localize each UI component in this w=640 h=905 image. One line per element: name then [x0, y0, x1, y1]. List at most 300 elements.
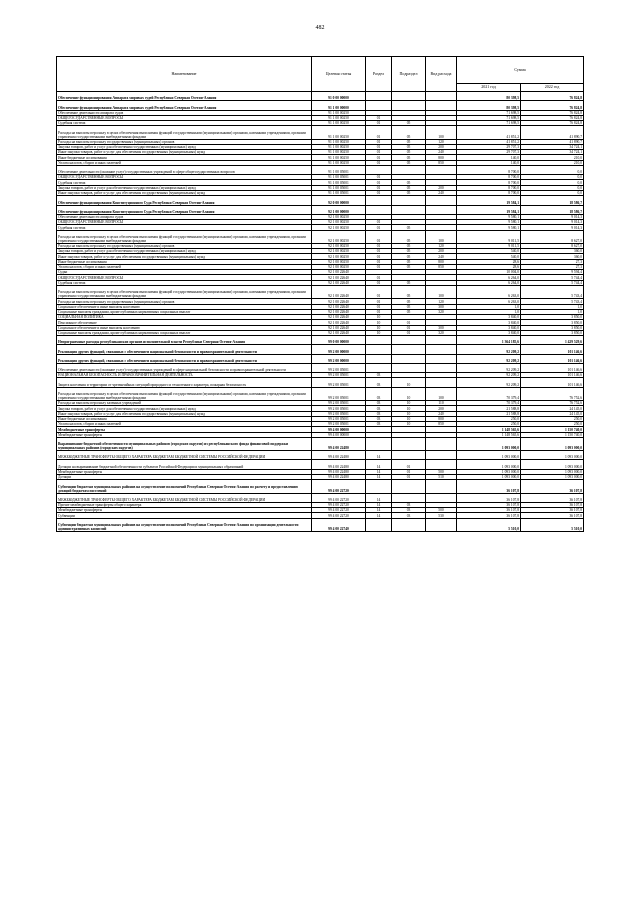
cell-code: 91 1 00 00250: [312, 160, 366, 165]
cell-2022: 9 014,3: [521, 225, 584, 230]
cell-name: Судебная система: [57, 121, 312, 126]
cell-code: 99 4 00 22480: [312, 475, 366, 480]
cell-2022: 1 093 000,0: [521, 437, 584, 450]
cell-2022: 1 093 000,0: [521, 475, 584, 480]
cell-name: Дотации: [57, 475, 312, 480]
cell-expense-type: 500: [426, 508, 457, 513]
cell-section: 03: [366, 416, 392, 421]
cell-2021: 1,0: [457, 309, 521, 314]
cell-section: 01: [366, 230, 392, 243]
cell-section: 01: [366, 190, 392, 195]
cell-code: 92 1 00 22640: [312, 270, 366, 275]
cell-subsection: [392, 437, 426, 450]
cell-name: Межбюджетные трансферты: [57, 432, 312, 437]
table-row: [57, 451, 584, 460]
cell-2021: 41 851,2: [457, 139, 521, 144]
cell-name: Расходы на выплаты персоналу государственных (муниципальных) органов: [57, 243, 312, 248]
cell-code: 92 1 00 22640: [312, 315, 366, 320]
cell-section: [366, 101, 392, 110]
cell-name: Обеспечение деятельности (оказание услуг) государственных учреждений в сфере национальной безопасности и правоохранительной деятельности: [57, 363, 312, 372]
cell-subsection: 10: [392, 401, 426, 406]
cell-section: 14: [366, 513, 392, 518]
header-year-2022: 2022 год: [521, 84, 584, 92]
cell-subsection: [392, 451, 426, 460]
cell-2021: 10 004,0: [457, 270, 521, 275]
cell-subsection: 05: [392, 309, 426, 314]
cell-2021: 540,0: [457, 249, 521, 254]
cell-code: 99 2 00 05001: [312, 416, 366, 421]
cell-2021: 3 840,0: [457, 320, 521, 325]
cell-code: 99 2 00 05001: [312, 406, 366, 411]
cell-2021: 70 379,4: [457, 387, 521, 400]
cell-2022: 24 145,0: [521, 411, 584, 416]
cell-2021: 21 588,8: [457, 411, 521, 416]
cell-section: 10: [366, 330, 392, 335]
cell-code: 91 1 00 00250: [312, 110, 366, 115]
cell-code: 91 1 00 00250: [312, 144, 366, 149]
cell-code: 91 1 00 00250: [312, 139, 366, 144]
cell-code: 91 1 00 05001: [312, 185, 366, 190]
cell-expense-type: [426, 378, 457, 387]
cell-2022: 0,0: [521, 185, 584, 190]
cell-subsection: 10: [392, 416, 426, 421]
cell-code: 92 1 00 00250: [312, 254, 366, 259]
header-subsection: Подраздел: [392, 57, 426, 92]
cell-name: СОЦИАЛЬНАЯ ПОЛИТИКА: [57, 315, 312, 320]
table-header: [57, 57, 584, 92]
cell-expense-type: 200: [426, 406, 457, 411]
cell-code: 99 2 00 05001: [312, 387, 366, 400]
cell-code: 99 4 00 22720: [312, 513, 366, 518]
cell-name: Социальное обеспечение и иные выплаты населению: [57, 325, 312, 330]
cell-section: 01: [366, 259, 392, 264]
cell-name: Расходы на выплаты персоналу государственных (муниципальных) органов: [57, 299, 312, 304]
cell-section: 14: [366, 475, 392, 480]
cell-2022: 27,3: [521, 259, 584, 264]
cell-section: 01: [366, 309, 392, 314]
cell-2021: 6 264,0: [457, 275, 521, 280]
cell-2021: 28,6: [457, 259, 521, 264]
cell-2022: 5 744,4: [521, 280, 584, 285]
cell-section: [366, 196, 392, 205]
cell-subsection: [392, 101, 426, 110]
cell-2022: 76 824,8: [521, 110, 584, 115]
cell-section: 01: [366, 115, 392, 120]
cell-name: Обеспечение деятельности аппарата судов: [57, 214, 312, 219]
cell-2021: 71 698,5: [457, 115, 521, 120]
cell-2022: 36 107,8: [521, 508, 584, 513]
cell-subsection: 05: [392, 139, 426, 144]
cell-name: Социальные выплаты гражданам, кроме публичных нормативных социальных выплат: [57, 330, 312, 335]
cell-name: Расходы на выплаты персоналу в целях обеспечения выполнения функций государственными (муниципальными) органами, казенными учреждениями, органами управления государственными внебюджетными фондами: [57, 126, 312, 139]
cell-2021: 36 107,8: [457, 513, 521, 518]
cell-2021: 8 700,0: [457, 185, 521, 190]
cell-2022: 8 627,0: [521, 243, 584, 248]
cell-code: 91 1 00 05001: [312, 165, 366, 174]
cell-expense-type: [426, 363, 457, 372]
cell-subsection: 01: [392, 330, 426, 335]
cell-section: [366, 354, 392, 363]
cell-code: 99 2 00 05001: [312, 422, 366, 427]
cell-2022: 36 107,8: [521, 513, 584, 518]
cell-2021: 80 398,5: [457, 92, 521, 101]
cell-section: 14: [366, 508, 392, 513]
cell-expense-type: [426, 451, 457, 460]
cell-expense-type: 240: [426, 254, 457, 259]
cell-code: 92 0 00 00000: [312, 196, 366, 205]
cell-name: Уплата налогов, сборов и иных платежей: [57, 160, 312, 165]
cell-expense-type: [426, 460, 457, 469]
cell-expense-type: [426, 165, 457, 174]
cell-2022: 0,0: [521, 190, 584, 195]
cell-name: Обеспечение функционирования Конституционного Суда Республики Северная Осетия-Алания: [57, 196, 312, 205]
cell-2021: 9 011,5: [457, 243, 521, 248]
cell-2021: 140,0: [457, 155, 521, 160]
cell-name: Судебная система: [57, 280, 312, 285]
cell-name: Обеспечение деятельности (оказание услуг) государственных учреждений в сфере общегосударственных вопросов: [57, 165, 312, 174]
cell-2021: 1 148 565,6: [457, 427, 521, 432]
cell-subsection: 05: [392, 230, 426, 243]
cell-expense-type: [426, 205, 457, 214]
table-body: [57, 92, 584, 532]
cell-section: 14: [366, 493, 392, 502]
page-number: 482: [315, 25, 325, 31]
cell-section: 03: [366, 422, 392, 427]
cell-section: 01: [366, 254, 392, 259]
cell-name: Уплата налогов, сборов и иных платежей: [57, 264, 312, 269]
cell-subsection: 05: [392, 264, 426, 269]
cell-2021: 3 840,0: [457, 315, 521, 320]
cell-2021: 92 209,2: [457, 363, 521, 372]
cell-section: [366, 518, 392, 531]
cell-name: Закупка товаров, работ и услуг для обеспечения государственных (муниципальных) нужд: [57, 249, 312, 254]
cell-section: 14: [366, 460, 392, 469]
table-row: [57, 196, 584, 205]
cell-subsection: 10: [392, 422, 426, 427]
cell-name: Расходы на выплаты персоналу казенных учреждений: [57, 401, 312, 406]
cell-section: [366, 437, 392, 450]
cell-2021: 1 093 000,0: [457, 437, 521, 450]
cell-code: 99 2 00 00000: [312, 345, 366, 354]
cell-code: 99 2 00 05001: [312, 378, 366, 387]
cell-code: 99 2 00 05001: [312, 363, 366, 372]
cell-section: 01: [366, 243, 392, 248]
cell-2021: 8 700,0: [457, 180, 521, 185]
cell-2022: 76 824,8: [521, 115, 584, 120]
cell-2022: 360,0: [521, 254, 584, 259]
cell-expense-type: [426, 437, 457, 450]
cell-expense-type: 240: [426, 411, 457, 416]
cell-code: 91 1 00 05001: [312, 175, 366, 180]
cell-2021: 36 107,8: [457, 493, 521, 502]
cell-section: 03: [366, 378, 392, 387]
cell-2021: 28,6: [457, 264, 521, 269]
cell-section: 01: [366, 126, 392, 139]
cell-2022: 101 146,6: [521, 373, 584, 378]
cell-subsection: 01: [392, 320, 426, 325]
cell-subsection: [392, 205, 426, 214]
header-expense-type: Вид расхода: [426, 57, 457, 92]
cell-2021: 1 093 000,0: [457, 469, 521, 474]
table-row: [57, 92, 584, 101]
cell-name: Иные бюджетные ассигнования: [57, 259, 312, 264]
cell-expense-type: [426, 354, 457, 363]
cell-code: 92 1 00 22640: [312, 280, 366, 285]
cell-2022: 5 510,0: [521, 518, 584, 531]
cell-code: 99 4 00 22740: [312, 518, 366, 531]
cell-subsection: [392, 480, 426, 493]
cell-subsection: 03: [392, 513, 426, 518]
cell-expense-type: 240: [426, 150, 457, 155]
cell-code: 99 2 00 00000: [312, 354, 366, 363]
cell-code: 92 1 00 22640: [312, 325, 366, 330]
cell-expense-type: [426, 345, 457, 354]
cell-2022: 76 824,8: [521, 101, 584, 110]
cell-name: Защита населения и территории от чрезвычайных ситуаций природного и техногенного характера, пожарная безопасность: [57, 378, 312, 387]
cell-2021: 9 580,1: [457, 225, 521, 230]
cell-code: 99 4 00 22720: [312, 508, 366, 513]
cell-expense-type: 530: [426, 513, 457, 518]
cell-name: НАЦИОНАЛЬНАЯ БЕЗОПАСНОСТЬ И ПРАВООХРАНИТЕЛЬНАЯ ДЕЯТЕЛЬНОСТЬ: [57, 373, 312, 378]
cell-2021: 1 148 565,6: [457, 432, 521, 437]
cell-expense-type: 240: [426, 190, 457, 195]
cell-2022: 3 850,0: [521, 325, 584, 330]
cell-section: 03: [366, 411, 392, 416]
cell-code: 92 1 00 00250: [312, 225, 366, 230]
cell-expense-type: [426, 336, 457, 345]
cell-subsection: 10: [392, 387, 426, 400]
cell-2022: 1 093 000,0: [521, 469, 584, 474]
cell-code: 92 1 00 22640: [312, 304, 366, 309]
cell-code: 91 1 00 05001: [312, 180, 366, 185]
cell-expense-type: 850: [426, 264, 457, 269]
cell-section: 03: [366, 373, 392, 378]
cell-2021: 70 379,4: [457, 401, 521, 406]
cell-section: [366, 363, 392, 372]
cell-2021: 29 707,3: [457, 150, 521, 155]
cell-subsection: 05: [392, 249, 426, 254]
cell-name: Реализация других функций, связанных с обеспечением национальной безопасности и правоохранительной деятельности: [57, 345, 312, 354]
cell-section: 01: [366, 160, 392, 165]
cell-code: 91 1 00 00250: [312, 155, 366, 160]
cell-expense-type: 800: [426, 259, 457, 264]
cell-subsection: 05: [392, 144, 426, 149]
cell-code: 99 4 00 22720: [312, 502, 366, 507]
cell-subsection: 05: [392, 299, 426, 304]
cell-expense-type: 850: [426, 422, 457, 427]
cell-name: Иные бюджетные ассигнования: [57, 155, 312, 160]
cell-code: 99 2 00 05001: [312, 373, 366, 378]
cell-subsection: 10: [392, 406, 426, 411]
table-row: [57, 493, 584, 502]
cell-name: Обеспечение функционирования Аппарата мировых судей Республики Северная Осетия-Алания: [57, 101, 312, 110]
cell-subsection: 10: [392, 378, 426, 387]
cell-2022: 27,3: [521, 264, 584, 269]
table-row: [57, 285, 584, 298]
cell-section: [366, 92, 392, 101]
cell-2022: 1 429 529,6: [521, 336, 584, 345]
cell-section: 01: [366, 144, 392, 149]
cell-2022: 8 627,0: [521, 230, 584, 243]
cell-2021: 8 700,0: [457, 190, 521, 195]
cell-section: 10: [366, 325, 392, 330]
cell-2022: 76 752,6: [521, 401, 584, 406]
cell-name: Судебная система: [57, 180, 312, 185]
cell-2022: 0,0: [521, 165, 584, 174]
cell-section: 01: [366, 285, 392, 298]
cell-2022: 3 850,0: [521, 320, 584, 325]
cell-name: Иные закупки товаров, работ и услуг для обеспечения государственных (муниципальных) нужд: [57, 254, 312, 259]
cell-section: 01: [366, 299, 392, 304]
cell-name: Обеспечение деятельности аппарата судов: [57, 110, 312, 115]
cell-expense-type: 500: [426, 469, 457, 474]
cell-code: 99 2 00 05001: [312, 411, 366, 416]
cell-subsection: 03: [392, 508, 426, 513]
cell-subsection: 01: [392, 460, 426, 469]
cell-2021: 92 209,2: [457, 354, 521, 363]
table-row: [57, 345, 584, 354]
cell-subsection: 05: [392, 121, 426, 126]
cell-code: 99 4 00 22720: [312, 493, 366, 502]
cell-2021: 71 698,5: [457, 121, 521, 126]
cell-code: 92 1 00 00250: [312, 264, 366, 269]
cell-subsection: 05: [392, 259, 426, 264]
cell-subsection: 01: [392, 469, 426, 474]
cell-section: 14: [366, 451, 392, 460]
cell-code: 92 1 00 22640: [312, 285, 366, 298]
cell-subsection: 05: [392, 254, 426, 259]
cell-section: 01: [366, 220, 392, 225]
cell-subsection: 05: [392, 155, 426, 160]
cell-section: 10: [366, 315, 392, 320]
cell-expense-type: [426, 101, 457, 110]
cell-expense-type: 100: [426, 126, 457, 139]
cell-2022: 36 107,8: [521, 493, 584, 502]
cell-section: 01: [366, 275, 392, 280]
cell-expense-type: 300: [426, 304, 457, 309]
cell-2022: 76 752,6: [521, 387, 584, 400]
cell-2021: 1 093 000,0: [457, 451, 521, 460]
cell-name: Закупка товаров, работ и услуг для обеспечения государственных (муниципальных) нужд: [57, 185, 312, 190]
cell-code: 92 1 00 00250: [312, 243, 366, 248]
cell-code: 99 4 00 22480: [312, 451, 366, 460]
cell-2021: 1 093 000,0: [457, 475, 521, 480]
cell-expense-type: [426, 480, 457, 493]
cell-2022: 9 594,4: [521, 270, 584, 275]
cell-name: Судьи: [57, 270, 312, 275]
cell-section: 03: [366, 406, 392, 411]
cell-name: Закупка товаров, работ и услуг для обеспечения государственных (муниципальных) нужд: [57, 144, 312, 149]
cell-subsection: [392, 518, 426, 531]
cell-section: [366, 480, 392, 493]
table-row: [57, 126, 584, 139]
cell-section: 01: [366, 121, 392, 126]
header-year-2021: 2021 год: [457, 84, 521, 92]
cell-2022: 3 850,0: [521, 315, 584, 320]
cell-section: 01: [366, 249, 392, 254]
cell-2021: 3 840,0: [457, 330, 521, 335]
cell-section: 01: [366, 180, 392, 185]
cell-name: Расходы на выплаты персоналу в целях обеспечения выполнения функций государственными (муниципальными) органами, казенными учреждениями, органами управления государственными внебюджетными фондами: [57, 230, 312, 243]
cell-2021: 92 209,2: [457, 378, 521, 387]
table-row: [57, 205, 584, 214]
cell-code: 92 1 00 00250: [312, 220, 366, 225]
cell-name: Субвенции бюджетам муниципальных районов на осуществление полномочий Республики Северная Осетия-Алания по расчету и предоставлению дотаций бюджетам поселений: [57, 480, 312, 493]
cell-section: 01: [366, 304, 392, 309]
cell-2022: 1 093 000,0: [521, 451, 584, 460]
table-row: [57, 230, 584, 243]
cell-2022: 3 850,0: [521, 330, 584, 335]
cell-expense-type: [426, 493, 457, 502]
cell-name: Выравнивание бюджетной обеспеченности муниципальных районов (городских округов) из республиканского фонда финансовой поддержки муниципальных районов (городских округов): [57, 437, 312, 450]
cell-name: ОБЩЕГОСУДАРСТВЕННЫЕ ВОПРОСЫ: [57, 275, 312, 280]
cell-name: Расходы на выплаты персоналу государственных (муниципальных) органов: [57, 139, 312, 144]
cell-2022: 1,0: [521, 304, 584, 309]
cell-code: 91 1 00 00250: [312, 150, 366, 155]
cell-code: 92 1 00 22640: [312, 320, 366, 325]
budget-table: [56, 56, 584, 532]
cell-2022: 101 146,6: [521, 354, 584, 363]
cell-2021: 140,0: [457, 160, 521, 165]
cell-code: 92 1 00 00250: [312, 249, 366, 254]
cell-code: 99 4 00 22720: [312, 480, 366, 493]
cell-2021: 36 107,8: [457, 508, 521, 513]
cell-2022: 101 146,6: [521, 363, 584, 372]
cell-name: Обеспечение функционирования Конституционного Суда Республики Северная Осетия-Алания: [57, 205, 312, 214]
cell-section: 01: [366, 175, 392, 180]
cell-name: Иные бюджетные ассигнования: [57, 416, 312, 421]
cell-name: Прочие межбюджетные трансферты общего характера: [57, 502, 312, 507]
cell-2022: 250,0: [521, 422, 584, 427]
cell-name: Социальное обеспечение и иные выплаты населению: [57, 304, 312, 309]
cell-2022: 101 146,6: [521, 345, 584, 354]
cell-2021: 19 584,1: [457, 196, 521, 205]
cell-code: 99 4 00 22480: [312, 469, 366, 474]
cell-code: 92 1 00 22640: [312, 275, 366, 280]
cell-section: 03: [366, 401, 392, 406]
cell-2022: 76 824,8: [521, 92, 584, 101]
cell-section: 01: [366, 139, 392, 144]
table-row: [57, 378, 584, 387]
cell-section: 01: [366, 185, 392, 190]
cell-section: 03: [366, 387, 392, 400]
cell-code: 92 1 00 00250: [312, 230, 366, 243]
cell-name: ОБЩЕГОСУДАРСТВЕННЫЕ ВОПРОСЫ: [57, 115, 312, 120]
table-row: [57, 480, 584, 493]
cell-2022: 210,0: [521, 160, 584, 165]
cell-2021: 92 209,2: [457, 373, 521, 378]
cell-subsection: 05: [392, 150, 426, 155]
cell-2022: 1,0: [521, 309, 584, 314]
cell-2021: 6 263,0: [457, 285, 521, 298]
cell-code: 91 1 00 00250: [312, 115, 366, 120]
cell-2022: 250,0: [521, 416, 584, 421]
cell-subsection: 05: [392, 280, 426, 285]
cell-name: Межбюджетные трансферты: [57, 469, 312, 474]
cell-subsection: 10: [392, 411, 426, 416]
header-section: Раздел: [366, 57, 392, 92]
cell-2021: 5 510,0: [457, 518, 521, 531]
cell-subsection: [392, 336, 426, 345]
cell-subsection: [392, 165, 426, 174]
cell-2021: 6 263,0: [457, 299, 521, 304]
cell-name: ОБЩЕГОСУДАРСТВЕННЫЕ ВОПРОСЫ: [57, 220, 312, 225]
cell-name: ОБЩЕГОСУДАРСТВЕННЫЕ ВОПРОСЫ: [57, 175, 312, 180]
cell-2022: 36 107,8: [521, 480, 584, 493]
cell-expense-type: 800: [426, 416, 457, 421]
cell-expense-type: 120: [426, 299, 457, 304]
cell-2022: 1 150 740,0: [521, 432, 584, 437]
